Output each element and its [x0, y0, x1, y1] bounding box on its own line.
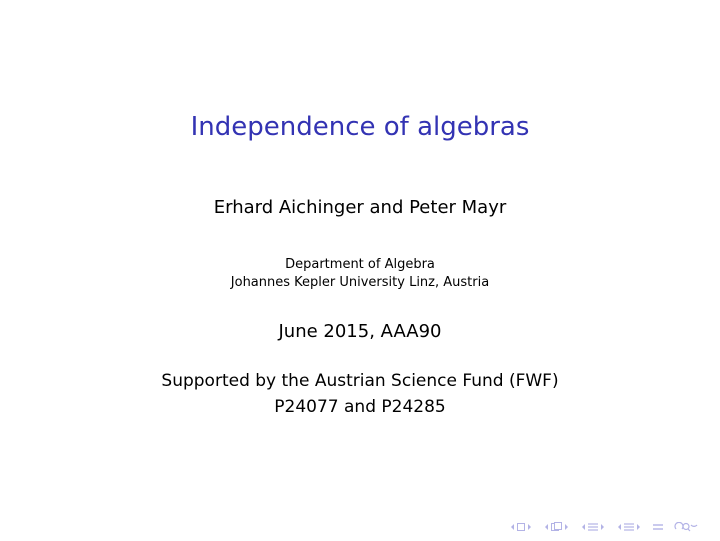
nav-subsection-prev-icon[interactable] — [543, 522, 550, 532]
nav-appendix-icon[interactable] — [652, 522, 664, 532]
nav-subsection-icon[interactable] — [550, 522, 563, 532]
slide-authors: Erhard Aichinger and Peter Mayr — [213, 197, 507, 218]
nav-frame-icon[interactable] — [516, 522, 526, 532]
nav-appendix-group — [652, 522, 664, 532]
slide-title: Independence of algebras — [190, 112, 530, 142]
support-grants: P24077 and P24285 — [274, 397, 446, 417]
nav-search-group — [674, 522, 698, 532]
nav-document-group — [616, 522, 642, 532]
institute-university: Johannes Kepler University Linz, Austria — [230, 275, 490, 290]
nav-section-group — [580, 522, 606, 532]
nav-frame-next-icon[interactable] — [526, 522, 533, 532]
nav-subsection-next-icon[interactable] — [563, 522, 570, 532]
institute-department: Department of Algebra — [285, 257, 435, 272]
nav-document-icon[interactable] — [623, 522, 635, 532]
slide-support — [0, 368, 720, 420]
nav-frame-group — [509, 522, 533, 532]
beamer-navigation-bar — [499, 522, 698, 532]
nav-section-icon[interactable] — [587, 522, 599, 532]
slide-date: June 2015, AAA90 — [278, 321, 442, 342]
support-funding: Supported by the Austrian Science Fund (FWF) — [161, 371, 559, 391]
nav-document-prev-icon[interactable] — [616, 522, 623, 532]
nav-subsection-group — [543, 522, 570, 532]
nav-section-next-icon[interactable] — [599, 522, 606, 532]
nav-document-next-icon[interactable] — [635, 522, 642, 532]
nav-section-prev-icon[interactable] — [580, 522, 587, 532]
slide-institute — [0, 256, 720, 292]
nav-frame-prev-icon[interactable] — [509, 522, 516, 532]
nav-search-icon[interactable] — [674, 522, 698, 532]
